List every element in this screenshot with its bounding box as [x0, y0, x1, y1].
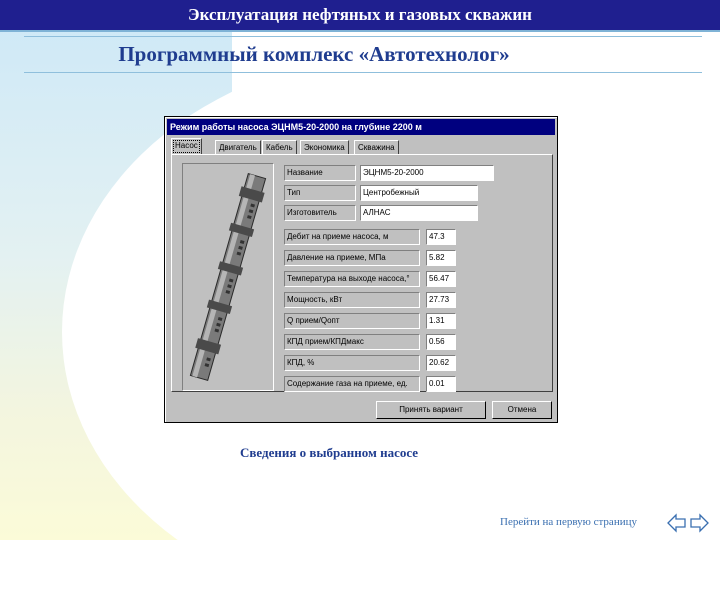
accept-variant-button[interactable]: Принять вариант [376, 401, 486, 419]
field-value-intake-pressure[interactable]: 5.82 [426, 250, 456, 266]
field-label-flow-rate: Дебит на приеме насоса, м [284, 229, 420, 245]
arrow-right-icon[interactable] [691, 515, 708, 531]
pump-image [182, 163, 274, 391]
field-value-gas-content[interactable]: 0.01 [426, 376, 456, 392]
tab-motor[interactable]: Двигатель [215, 140, 261, 154]
field-label-outlet-temperature: Температура на выходе насоса,° [284, 271, 420, 287]
arrow-left-icon[interactable] [668, 515, 685, 531]
title-rule-bottom [24, 72, 702, 73]
first-page-link[interactable]: Перейти на первую страницу [500, 516, 637, 528]
field-value-flow-rate[interactable]: 47.3 [426, 229, 456, 245]
field-label-power: Мощность, кВт [284, 292, 420, 308]
field-label-manufacturer: Изготовитель [284, 205, 356, 221]
header-title: Эксплуатация нефтяных и газовых скважин [188, 5, 532, 24]
tab-economics[interactable]: Экономика [300, 140, 349, 154]
title-rule-top [24, 36, 702, 37]
field-value-efficiency[interactable]: 20.62 [426, 355, 456, 371]
pump-dialog-window [164, 116, 558, 423]
field-label-name: Название [284, 165, 356, 181]
field-label-efficiency-ratio: КПД прием/КПДмакс [284, 334, 420, 350]
dialog-title-bar: Режим работы насоса ЭЦНМ5-20-2000 на глубине 2200 м [167, 119, 555, 135]
field-value-name[interactable]: ЭЦНМ5-20-2000 [360, 165, 494, 181]
field-label-type: Тип [284, 185, 356, 201]
tab-pump[interactable]: Насос [171, 138, 202, 155]
field-value-manufacturer[interactable]: АЛНАС [360, 205, 478, 221]
field-label-intake-pressure: Давление на приеме, МПа [284, 250, 420, 266]
field-label-gas-content: Содержание газа на приеме, ед. [284, 376, 420, 392]
field-value-type[interactable]: Центробежный [360, 185, 478, 201]
nav-arrows [667, 513, 709, 533]
tab-panel [171, 154, 553, 392]
field-value-outlet-temperature[interactable]: 56.47 [426, 271, 456, 287]
field-value-efficiency-ratio[interactable]: 0.56 [426, 334, 456, 350]
field-label-efficiency: КПД, % [284, 355, 420, 371]
cancel-button[interactable]: Отмена [492, 401, 552, 419]
field-value-q-ratio[interactable]: 1.31 [426, 313, 456, 329]
field-value-power[interactable]: 27.73 [426, 292, 456, 308]
tab-well[interactable]: Скважина [354, 140, 399, 154]
tab-cable[interactable]: Кабель [262, 140, 297, 154]
pump-illustration [183, 164, 273, 390]
field-label-q-ratio: Q прием/Qопт [284, 313, 420, 329]
figure-caption: Сведения о выбранном насосе [240, 445, 419, 460]
page-title: Программный комплекс «Автотехнолог» [118, 42, 510, 66]
